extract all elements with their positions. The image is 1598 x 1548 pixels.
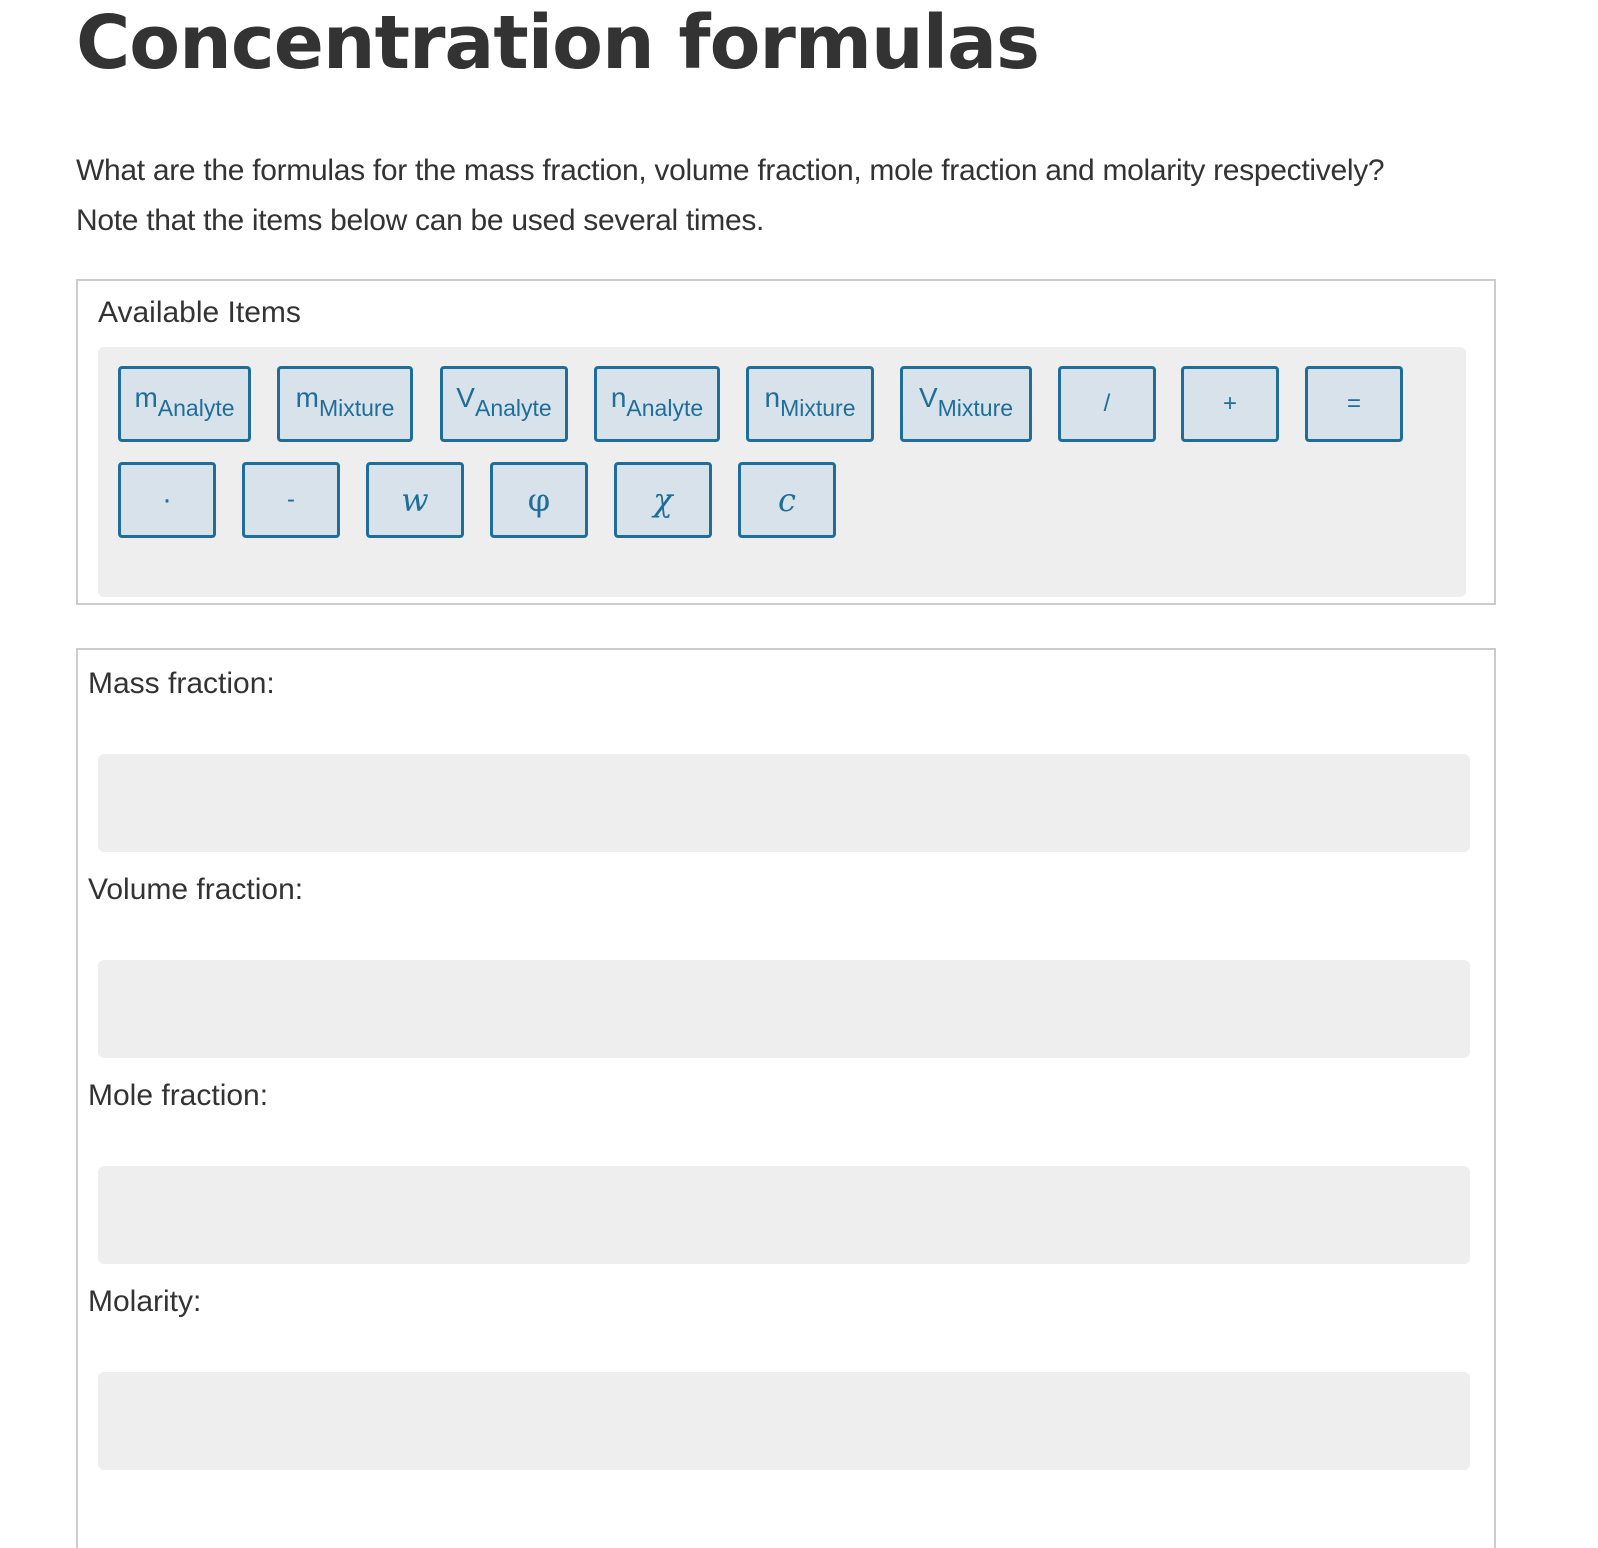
mole-fraction-drop-zone[interactable] [98,1166,1470,1264]
token-subscript: Mixture [937,394,1014,421]
token-subscript: Analyte [157,394,235,421]
volume-fraction-drop-zone[interactable] [98,960,1470,1058]
mole-fraction-label: Mole fraction: [88,1079,269,1112]
answers-panel [76,648,1496,1548]
token-phi-volume-fraction[interactable]: φ [490,462,588,538]
token-chi-mole-fraction[interactable]: χ [614,462,712,538]
question-text: What are the formulas for the mass fraction, volume fraction, mole fraction and molarity respectively? [76,154,1385,187]
token-subscript: Analyte [626,394,704,421]
token-v-analyte[interactable] [440,366,568,442]
token-w-mass-fraction[interactable]: w [366,462,464,538]
page-title: Concentration formulas [76,0,1040,86]
available-items-area [98,347,1466,597]
molarity-drop-zone[interactable] [98,1372,1470,1470]
question-note: Note that the items below can be used several times. [76,204,765,237]
token-v-mixture[interactable] [900,366,1032,442]
available-items-panel [76,279,1496,605]
token-multiply[interactable]: · [118,462,216,538]
token-base: m [134,382,158,413]
mass-fraction-label: Mass fraction: [88,667,275,700]
token-subscript: Analyte [474,394,552,421]
token-n-analyte[interactable] [594,366,720,442]
token-m-analyte[interactable] [118,366,251,442]
token-base: m [295,382,319,413]
token-equals[interactable]: = [1305,366,1403,442]
token-plus[interactable]: + [1181,366,1279,442]
token-base: n [764,382,781,413]
token-m-mixture[interactable] [277,366,413,442]
question-instructions [76,146,1536,246]
volume-fraction-label: Volume fraction: [88,873,304,906]
token-c-molarity[interactable]: c [738,462,836,538]
token-n-mixture[interactable] [746,366,874,442]
token-base: V [918,382,938,413]
token-base: n [610,382,627,413]
token-divide[interactable]: / [1058,366,1156,442]
token-minus[interactable]: - [242,462,340,538]
token-subscript: Mixture [780,394,856,421]
token-base: V [456,382,475,413]
token-subscript: Mixture [318,394,395,421]
available-items-title: Available Items [98,296,301,329]
mass-fraction-drop-zone[interactable] [98,754,1470,852]
molarity-label: Molarity: [88,1285,202,1318]
